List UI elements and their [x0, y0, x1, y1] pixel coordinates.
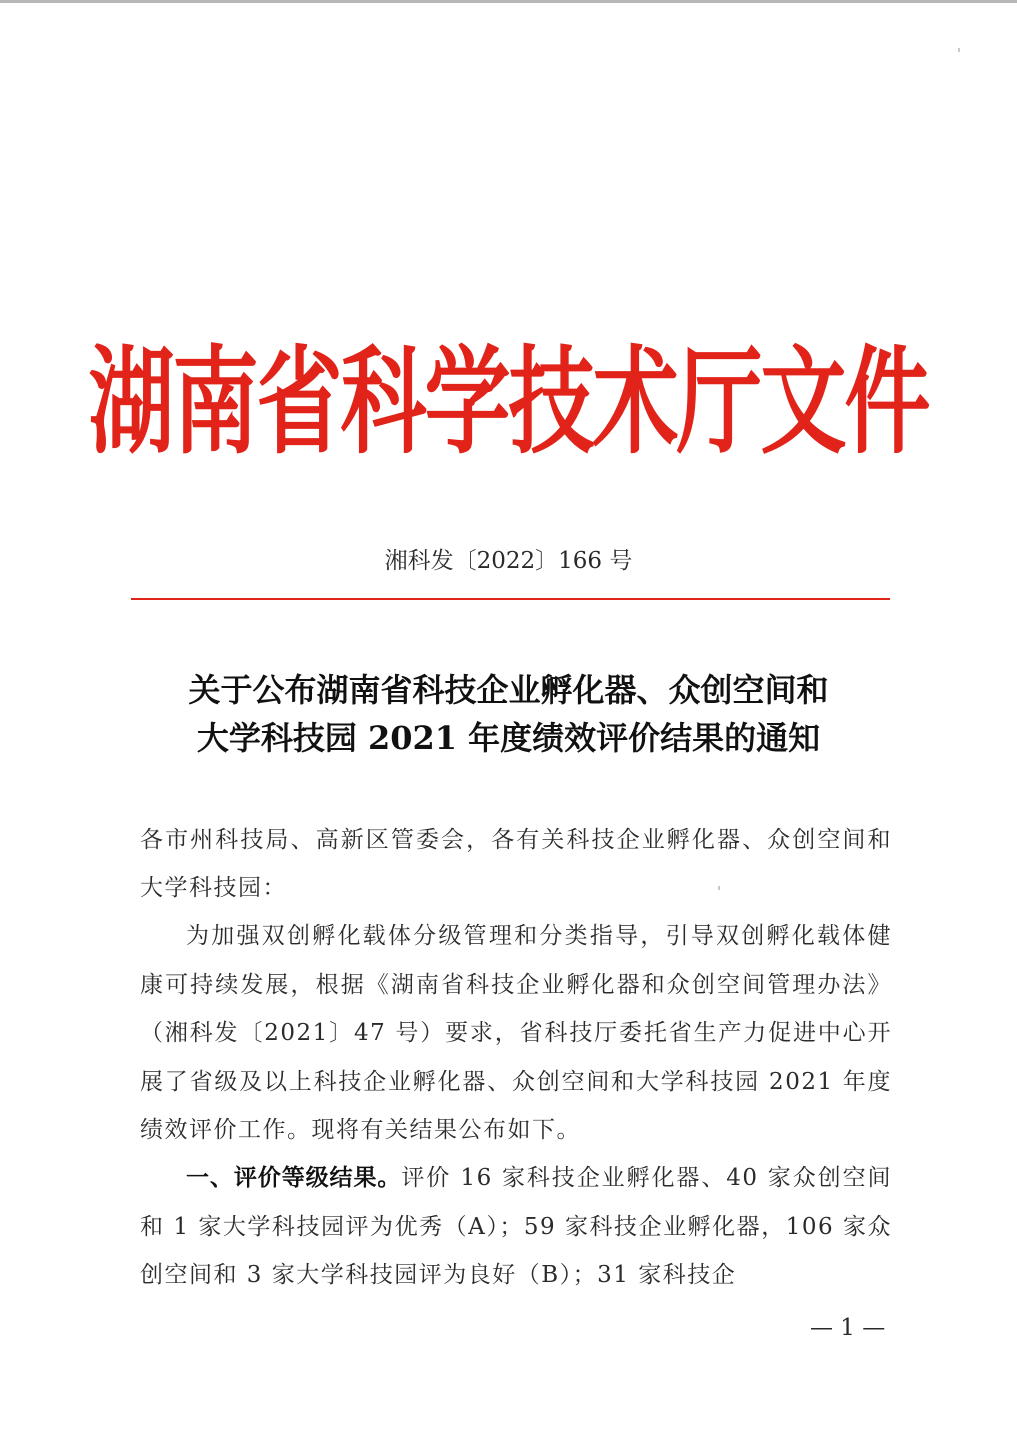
paragraph-2-text: 评价 16 家科技企业孵化器、40 家众创空间和 1 家大学科技园评为优秀（A）；59 家科技企业孵化器，106 家众创空间和 3 家大学科技园评为良好（B）；31 家科技企: [140, 1165, 892, 1288]
scan-speck: [958, 48, 960, 52]
red-divider-line: [131, 598, 890, 600]
notice-title-line-2: 大学科技园 2021 年度绩效评价结果的通知: [196, 719, 821, 757]
notice-title-line-1: 关于公布湖南省科技企业孵化器、众创空间和: [188, 671, 829, 709]
addressee: 各市州科技局、高新区管委会，各有关科技企业孵化器、众创空间和大学科技园：: [140, 827, 892, 901]
paragraph-2: [140, 1154, 892, 1300]
masthead-title: 湖南省科学技术厅文件: [88, 335, 929, 471]
notice-title: [100, 666, 917, 762]
scan-speck: [718, 886, 720, 890]
document-number: 湘科发〔2022〕166 号: [384, 548, 633, 574]
paragraph-1: 为加强双创孵化载体分级管理和分类指导，引导双创孵化载体健康可持续发展，根据《湖南省科技企业孵化器和众创空间管理办法》（湘科发〔2021〕47 号）要求，省科技厅委托省生产力促进中心开展了省级及以上科技企业孵化器、众创空间和大学科技园 2021 年度绩效评价工作。现将有关结果公布如下。: [140, 923, 892, 1143]
page-number: — 1 —: [810, 1315, 886, 1341]
scan-top-edge: [0, 0, 1017, 3]
paragraph-2-heading: 一、评价等级结果。: [186, 1165, 402, 1191]
